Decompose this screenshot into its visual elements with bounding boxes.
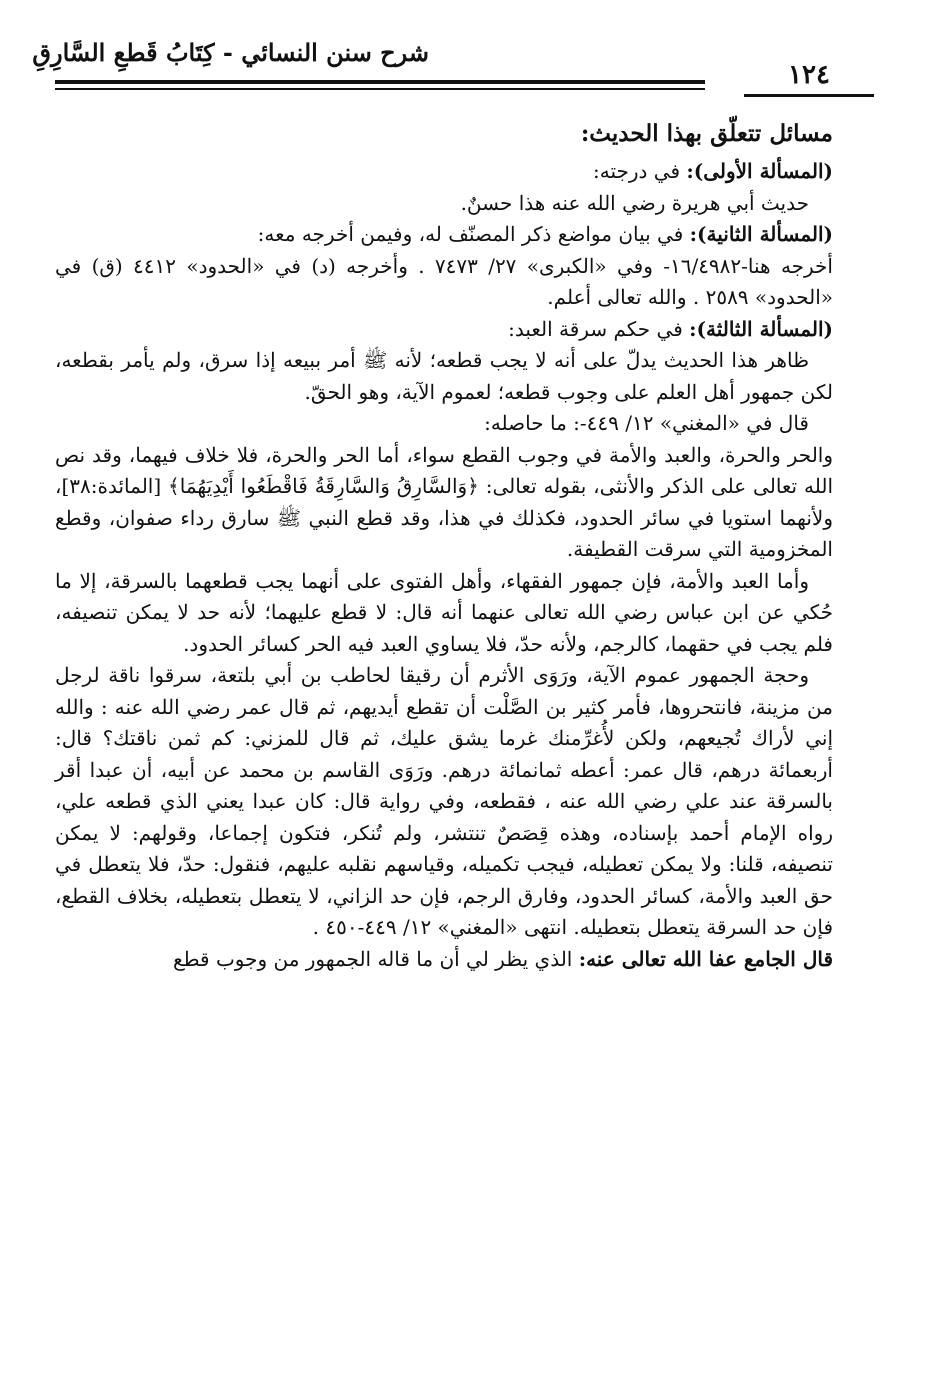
- question-2-label: (المسألة الثانية):: [689, 222, 833, 246]
- question-3-paragraph-2: قال في «المغني» ١٢/ ٤٤٩-: ما حاصله:: [484, 411, 809, 435]
- question-2-heading: [55, 219, 833, 251]
- question-3-heading: [55, 314, 833, 346]
- question-1-heading: [55, 156, 833, 188]
- running-header-title: شرح سنن النسائي - كِتَابُ قَطعِ السَّارِقِ: [32, 38, 429, 67]
- page-number-rule: [744, 94, 874, 97]
- section-heading: مسائل تتعلّق بهذا الحديث:: [580, 120, 833, 147]
- question-1-text: حديث أبي هريرة رضي الله عنه هذا حسنٌ.: [460, 190, 809, 215]
- jami-comment-text: الذي يظر لي أن ما قاله الجمهور من وجوب قطع: [172, 946, 573, 971]
- question-3-label: (المسألة الثالثة):: [689, 316, 833, 341]
- question-2-text: أخرجه هنا-١٦/٤٩٨٢- وفي «الكبرى» ٢٧/ ٧٤٧٣ . وأخرجه (د) في «الحدود» ٤٤١٢ (ق) في «الحدود» ٢٥٨٩ . والله تعالى أعلم.: [55, 253, 833, 309]
- header-rule: [55, 80, 705, 84]
- page-number: ١٢٤: [744, 60, 874, 90]
- body-text: [55, 112, 833, 975]
- question-1-title: في درجته:: [593, 159, 681, 183]
- header-rule-thin: [55, 88, 705, 90]
- question-1-label: (المسألة الأولى):: [686, 159, 833, 183]
- question-2-title: في بيان مواضع ذكر المصنّف له، وفيمن أخرجه معه:: [257, 222, 684, 246]
- question-3-paragraph-1: ظاهر هذا الحديث يدلّ على أنه لا يجب قطعه؛ لأنه ﷺ أمر ببيعه إذا سرق، ولم يأمر بقطعه، لكن جمهور أهل العلم على وجوب قطعه؛ لعموم الآية، وهو الحقّ.: [55, 348, 833, 404]
- question-3-paragraph-4: وأما العبد والأمة، فإن جمهور الفقهاء، وأهل الفتوى على أنهما يجب قطعهما بالسرقة، إلا ما حُكي عن ابن عباس رضي الله تعالى عنهما أنه قال: لا قطع عليهما؛ لأنه حد لا يمكن تنصيفه، فلم يجب في حقهما، كالرجم، ولأنه حدّ، فلا يساوي العبد فيه الحر كسائر الحدود.: [55, 568, 833, 656]
- question-3-paragraph-3: والحر والحرة، والعبد والأمة في وجوب القطع سواء، أما الحر والحرة، فلا خلاف فيهما، وقد نص الله تعالى على الذكر والأنثى، بقوله تعالى: ﴿وَالسَّارِقُ وَالسَّارِقَةُ فَاقْطَعُوا أَيْدِيَهُمَا﴾ [المائدة:٣٨]، ولأنهما استويا في سائر الحدود، فكذلك في هذا، وقد قطع النبي ﷺ سارق رداء صفوان، وقطع المخزومية التي سرقت القطيفة.: [55, 442, 833, 561]
- jami-comment: [55, 944, 833, 976]
- jami-comment-label: قال الجامع عفا الله تعالى عنه:: [578, 946, 833, 971]
- question-3-title: في حكم سرقة العبد:: [508, 316, 683, 341]
- question-3-paragraph-5: وحجة الجمهور عموم الآية، ورَوَى الأثرم أن رقيقا لحاطب بن أبي بلتعة، سرقوا ناقة لرجل من مزينة، فانتحروها، فأمر كثير بن الصَّلْت أن تقطع أيديهم، ثم قال عمر رضي الله عنه : والله إني لأراك تُجيعهم، ولكن لأُغرِّمنك غرما يشق عليك، ثم قال للمزني: كم ثمن ناقتك؟ قال: أربعمائة درهم، قال عمر: أعطه ثمانمائة درهم. ورَوَى القاسم بن محمد عن أبيه، أن عبدا أقر بالسرقة عند علي رضي الله عنه ، فقطعه، وفي رواية قال: كان عبدا يعني الذي قطعه علي، رواه الإمام أحمد بإسناده، وهذه قِصَصٌ تنتشر، ولم تُنكر، فتكون إجماعا، وقولهم: لا يمكن تنصيفه، قلنا: ولا يمكن تعطيله، فيجب تكميله، وقياسهم نقلبه عليهم، فنقول: حدّ، فلا يتعطل في حق العبد والأمة، كسائر الحدود، وفارق الرجم، فإن حد الزاني، لا يتعطل بتعطيله، بخلاف القطع، فإن حد السرقة يتعطل بتعطيله. انتهى «المغني» ١٢/ ٤٤٩-٤٥٠ .: [55, 663, 834, 939]
